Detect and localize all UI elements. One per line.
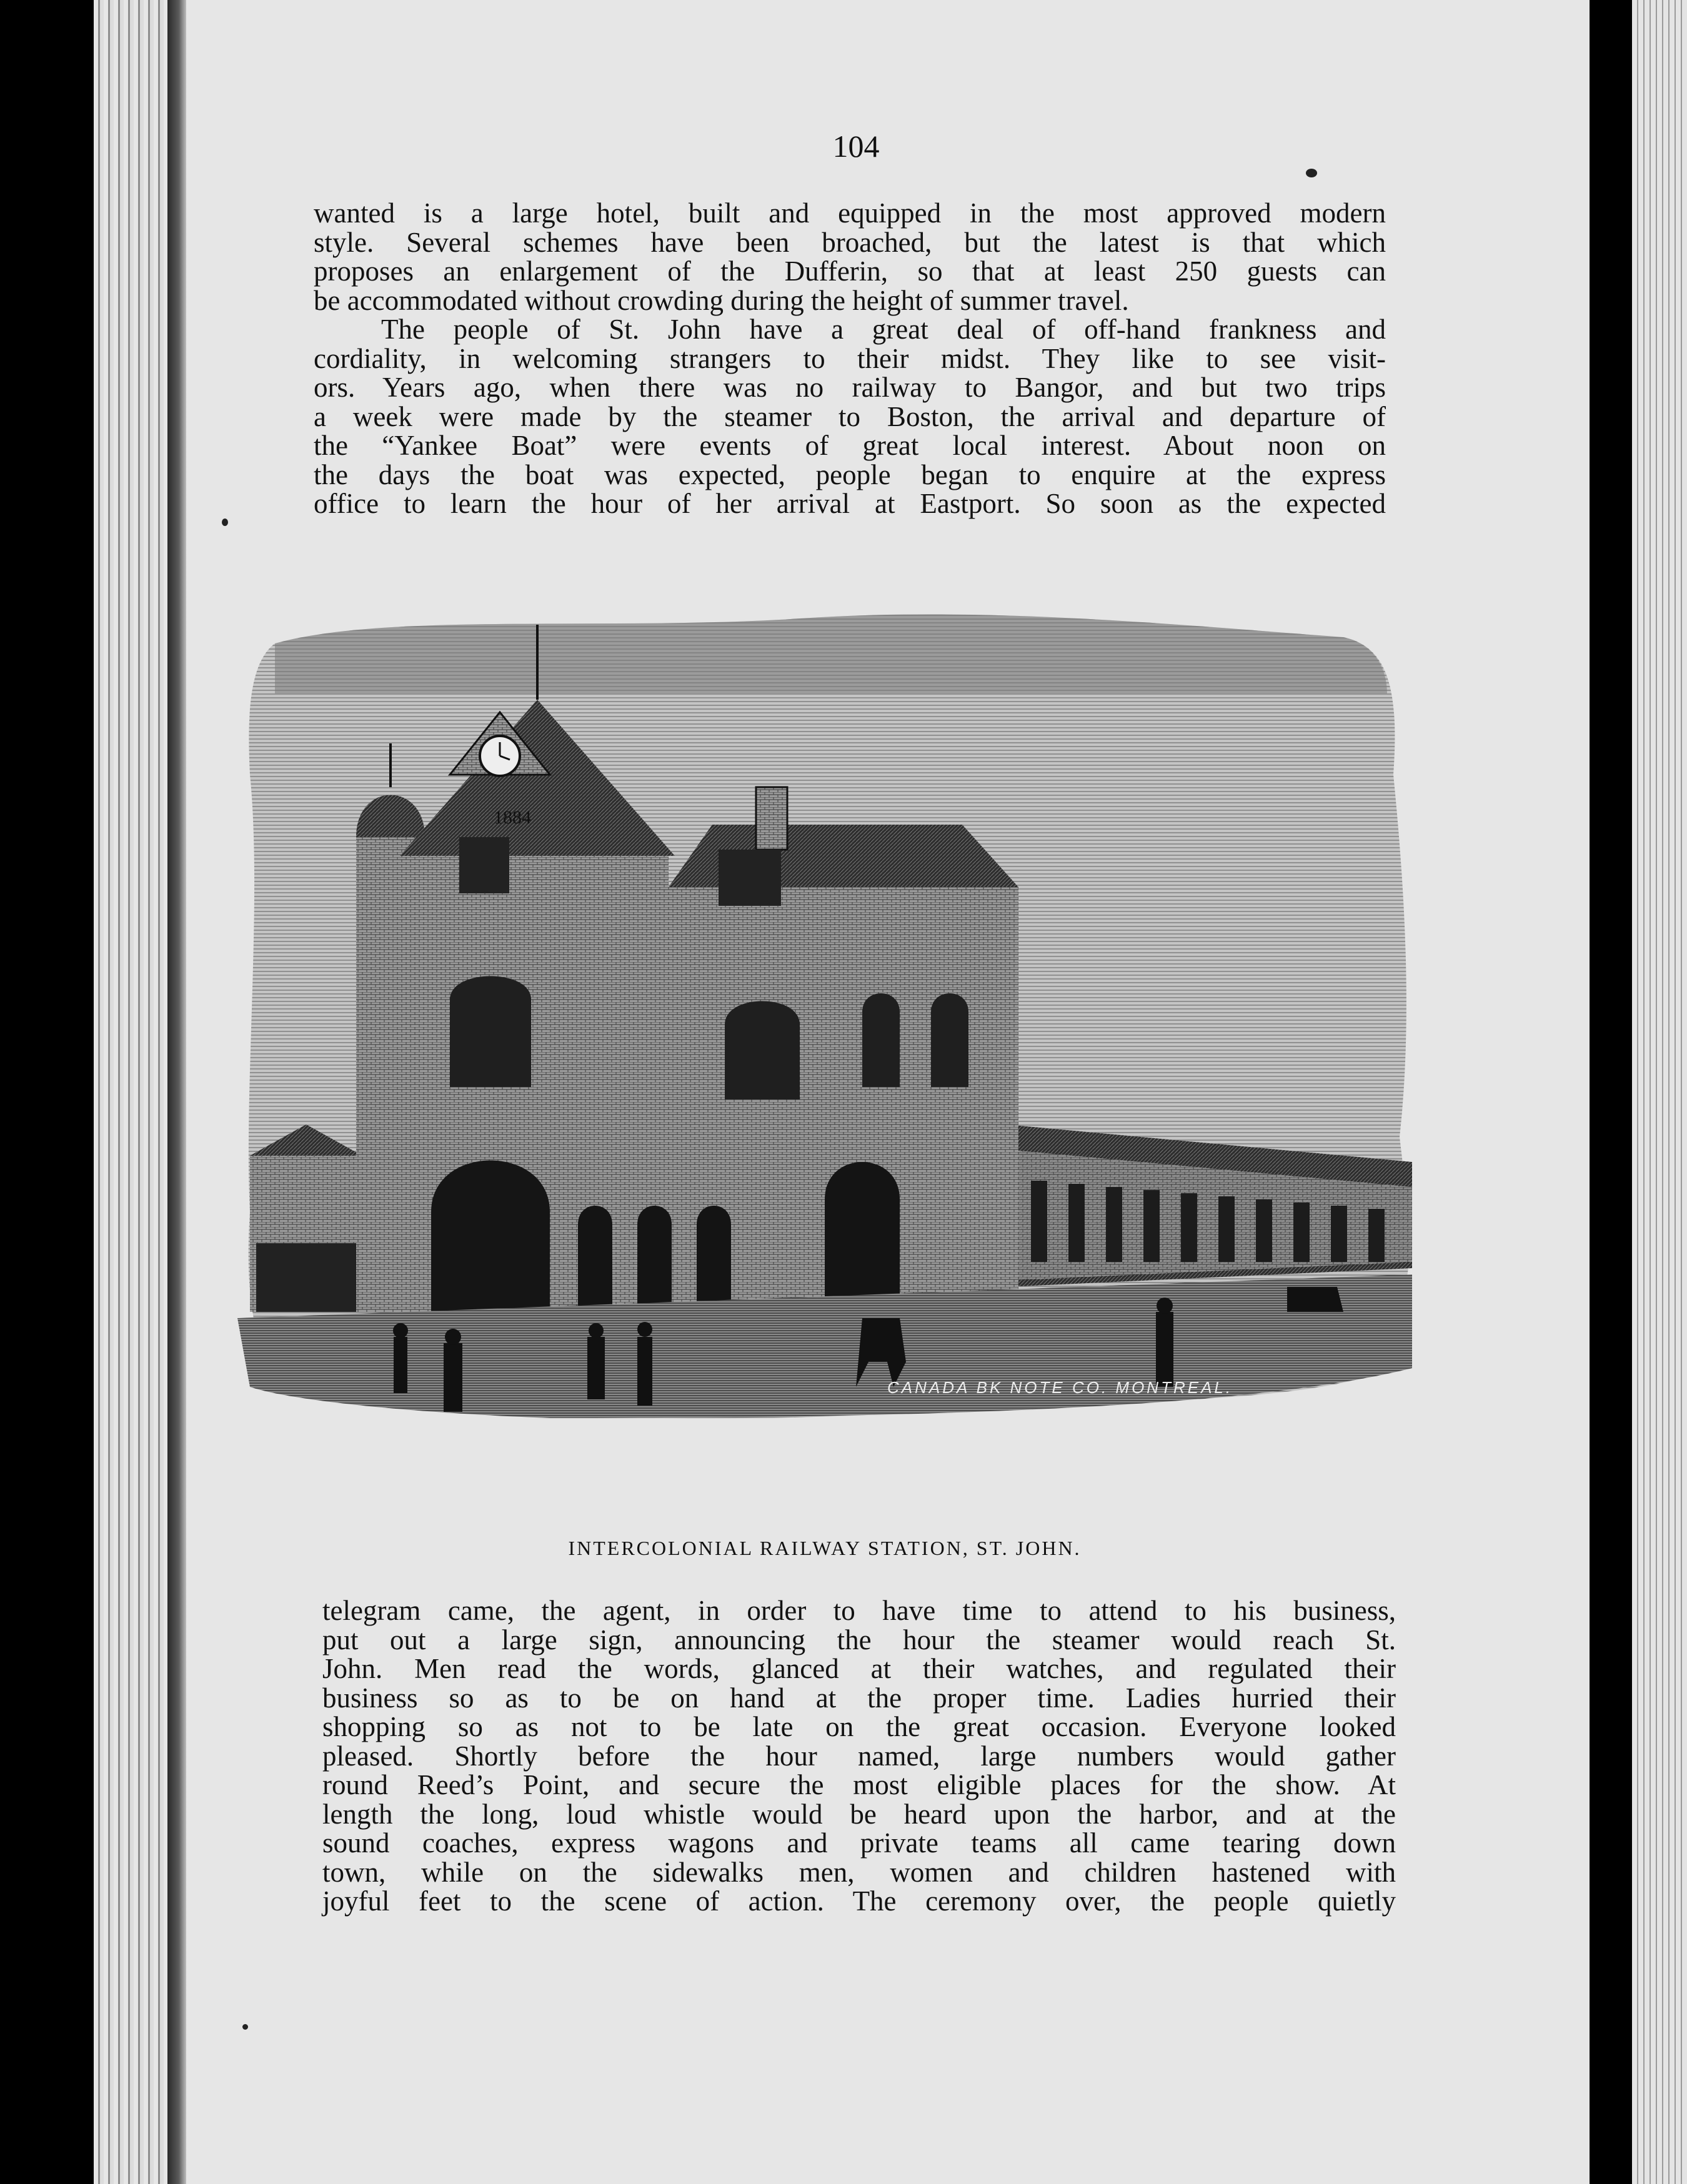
text-line: the days the boat was expected, people began to enquire at the express <box>314 459 1386 490</box>
text-line: John. Men read the words, glanced at their watches, and regulated their <box>322 1653 1396 1684</box>
text-line: office to learn the hour of her arrival at Eastport. So soon as the expected <box>314 488 1386 519</box>
engraver-credit: CANADA BK NOTE CO. MONTREAL. <box>887 1378 1233 1397</box>
text-line: town, while on the sidewalks men, women and children hastened with <box>322 1856 1396 1888</box>
text-line: telegram came, the agent, in order to have time to attend to his business, <box>322 1595 1396 1626</box>
text-line: The people of St. John have a great deal of off-hand frankness and <box>381 314 1386 345</box>
text-line: put out a large sign, announcing the hour the steamer would reach St. <box>322 1624 1396 1655</box>
scan-speck <box>242 2024 248 2030</box>
text-line: pleased. Shortly before the hour named, large numbers would gather <box>322 1740 1396 1772</box>
paragraph-bottom <box>322 1596 1396 1916</box>
date-inscription: 1884 <box>494 807 531 828</box>
station-engraving <box>237 587 1443 1512</box>
text-line: a week were made by the steamer to Boston, the arrival and departure of <box>314 400 1386 432</box>
scan-speck <box>1306 169 1317 177</box>
scan-border-left <box>0 0 94 2184</box>
page-number: 104 <box>832 129 880 164</box>
scan-border-right <box>1590 0 1632 2184</box>
text-line: sound coaches, express wagons and private teams all came tearing down <box>322 1827 1396 1859</box>
text-line: ors. Years ago, when there was no railway to Bangor, and but two trips <box>314 372 1386 403</box>
text-line: length the long, loud whistle would be heard upon the harbor, and at the <box>322 1798 1396 1830</box>
text-line: style. Several schemes have been broached, but the latest is that which <box>314 226 1386 258</box>
text-line: shopping so as not to be late on the great occasion. Everyone looked <box>322 1711 1396 1742</box>
text-line: round Reed’s Point, and secure the most eligible places for the show. At <box>322 1769 1396 1800</box>
text-line: cordiality, in welcoming strangers to their midst. They like to see visit- <box>314 342 1386 374</box>
text-line: proposes an enlargement of the Dufferin, so that at least 250 guests can <box>314 256 1386 287</box>
next-page-edge <box>1632 0 1687 2184</box>
illustration-caption: INTERCOLONIAL RAILWAY STATION, ST. JOHN. <box>568 1537 1082 1559</box>
book-gutter <box>167 0 186 2184</box>
text-line: wanted is a large hotel, built and equipped in the most approved modern <box>314 197 1386 229</box>
scan-speck <box>222 519 228 526</box>
text-line: joyful feet to the scene of action. The ceremony over, the people quietly <box>322 1885 1396 1917</box>
paragraph-top <box>314 199 1386 519</box>
text-line: the “Yankee Boat” were events of great local interest. About noon on <box>314 430 1386 461</box>
text-line: business so as to be on hand at the proper time. Ladies hurried their <box>322 1682 1396 1714</box>
text-line: be accommodated without crowding during the height of summer travel. <box>314 284 1129 316</box>
